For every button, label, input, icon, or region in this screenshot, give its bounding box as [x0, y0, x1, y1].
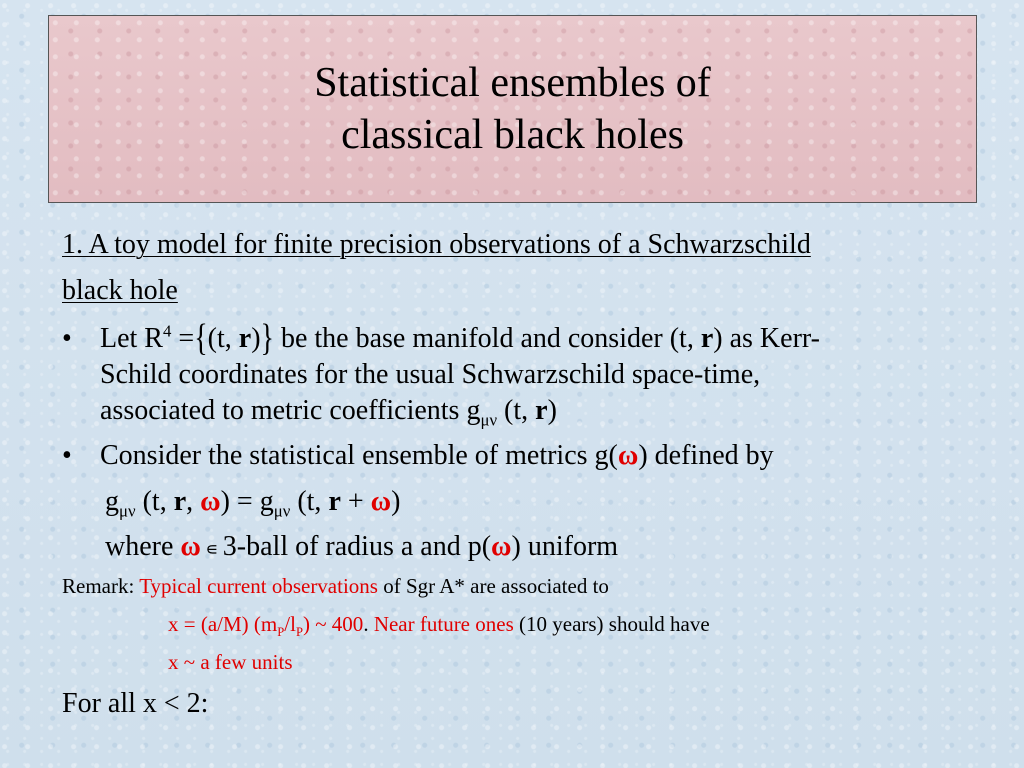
text: ) as Kerr-	[713, 323, 820, 354]
subscript-p: P	[295, 625, 303, 640]
right-brace: }	[260, 317, 274, 360]
title-box	[48, 15, 977, 203]
bullet1-line3	[100, 395, 557, 430]
subscript-p: P	[277, 625, 285, 640]
where-line	[105, 531, 618, 565]
remark-line2	[168, 611, 710, 640]
text: (t,	[207, 323, 239, 354]
omega-symbol: ω	[370, 486, 392, 517]
text: ) = g	[220, 486, 274, 517]
text: +	[340, 486, 371, 517]
text: )	[391, 486, 401, 517]
section-heading-line1: 1. A toy model for finite precision observations of a Schwarzschild	[62, 229, 811, 260]
omega-symbol: ω	[200, 486, 221, 517]
bold-r: r	[700, 323, 714, 354]
text: (t,	[290, 486, 329, 517]
text: associated to metric coefficients g	[100, 395, 481, 426]
element-of-symbol: ∊	[200, 539, 223, 559]
red-text: /l	[284, 612, 296, 636]
text: )	[251, 323, 261, 354]
text: (t,	[497, 395, 536, 426]
red-text: ) ~ 400	[302, 612, 364, 636]
text: (t,	[135, 486, 174, 517]
slide-title-line1: Statistical ensembles of	[314, 60, 711, 106]
text: of Sgr A* are associated to	[377, 574, 609, 598]
text: )	[547, 395, 557, 426]
text: where	[105, 531, 181, 562]
remark-label: Remark:	[62, 574, 140, 598]
text: ) uniform	[511, 531, 619, 562]
red-text: Typical current observations	[139, 574, 378, 598]
remark-line3	[168, 649, 293, 675]
red-text: x = (a/M) (m	[168, 612, 278, 636]
red-text: Near future ones	[373, 612, 514, 636]
text: ,	[186, 486, 201, 517]
subscript-munu: μν	[480, 410, 498, 430]
remark-line1	[62, 573, 609, 599]
section-heading-line2: black hole	[62, 275, 178, 306]
bullet2-line	[100, 440, 774, 472]
left-brace: {	[194, 317, 208, 360]
bold-r: r	[173, 486, 187, 517]
bullet1-line2: Schild coordinates for the usual Schwarzschild space-time,	[100, 359, 761, 390]
text: 3-ball of radius a and p(	[222, 531, 492, 562]
text: ) defined by	[638, 440, 774, 471]
subscript-munu: μν	[119, 501, 136, 521]
red-text: x ~ a few units	[168, 650, 293, 674]
text: Let R	[100, 323, 163, 354]
slide-title-line2: classical black holes	[341, 112, 684, 158]
equation-line	[105, 486, 401, 521]
bullet-marker-2: •	[62, 440, 72, 471]
bold-r: r	[238, 323, 252, 354]
text: Consider the statistical ensemble of metrics g(	[100, 440, 618, 471]
text: .	[363, 612, 374, 636]
bold-r: r	[535, 395, 548, 426]
superscript: 4	[163, 321, 172, 341]
bullet-marker-1: •	[62, 323, 72, 354]
omega-symbol: ω	[491, 531, 512, 562]
final-line: For all x < 2:	[62, 688, 209, 719]
omega-symbol: ω	[180, 531, 201, 562]
omega-symbol: ω	[617, 440, 639, 471]
bullet1-line1	[100, 317, 820, 360]
text: (10 years) should have	[513, 612, 710, 636]
text: =	[171, 323, 195, 354]
subscript-munu: μν	[273, 501, 291, 521]
bold-r: r	[328, 486, 341, 517]
text: g	[105, 486, 119, 517]
text: be the base manifold and consider (t,	[273, 323, 701, 354]
